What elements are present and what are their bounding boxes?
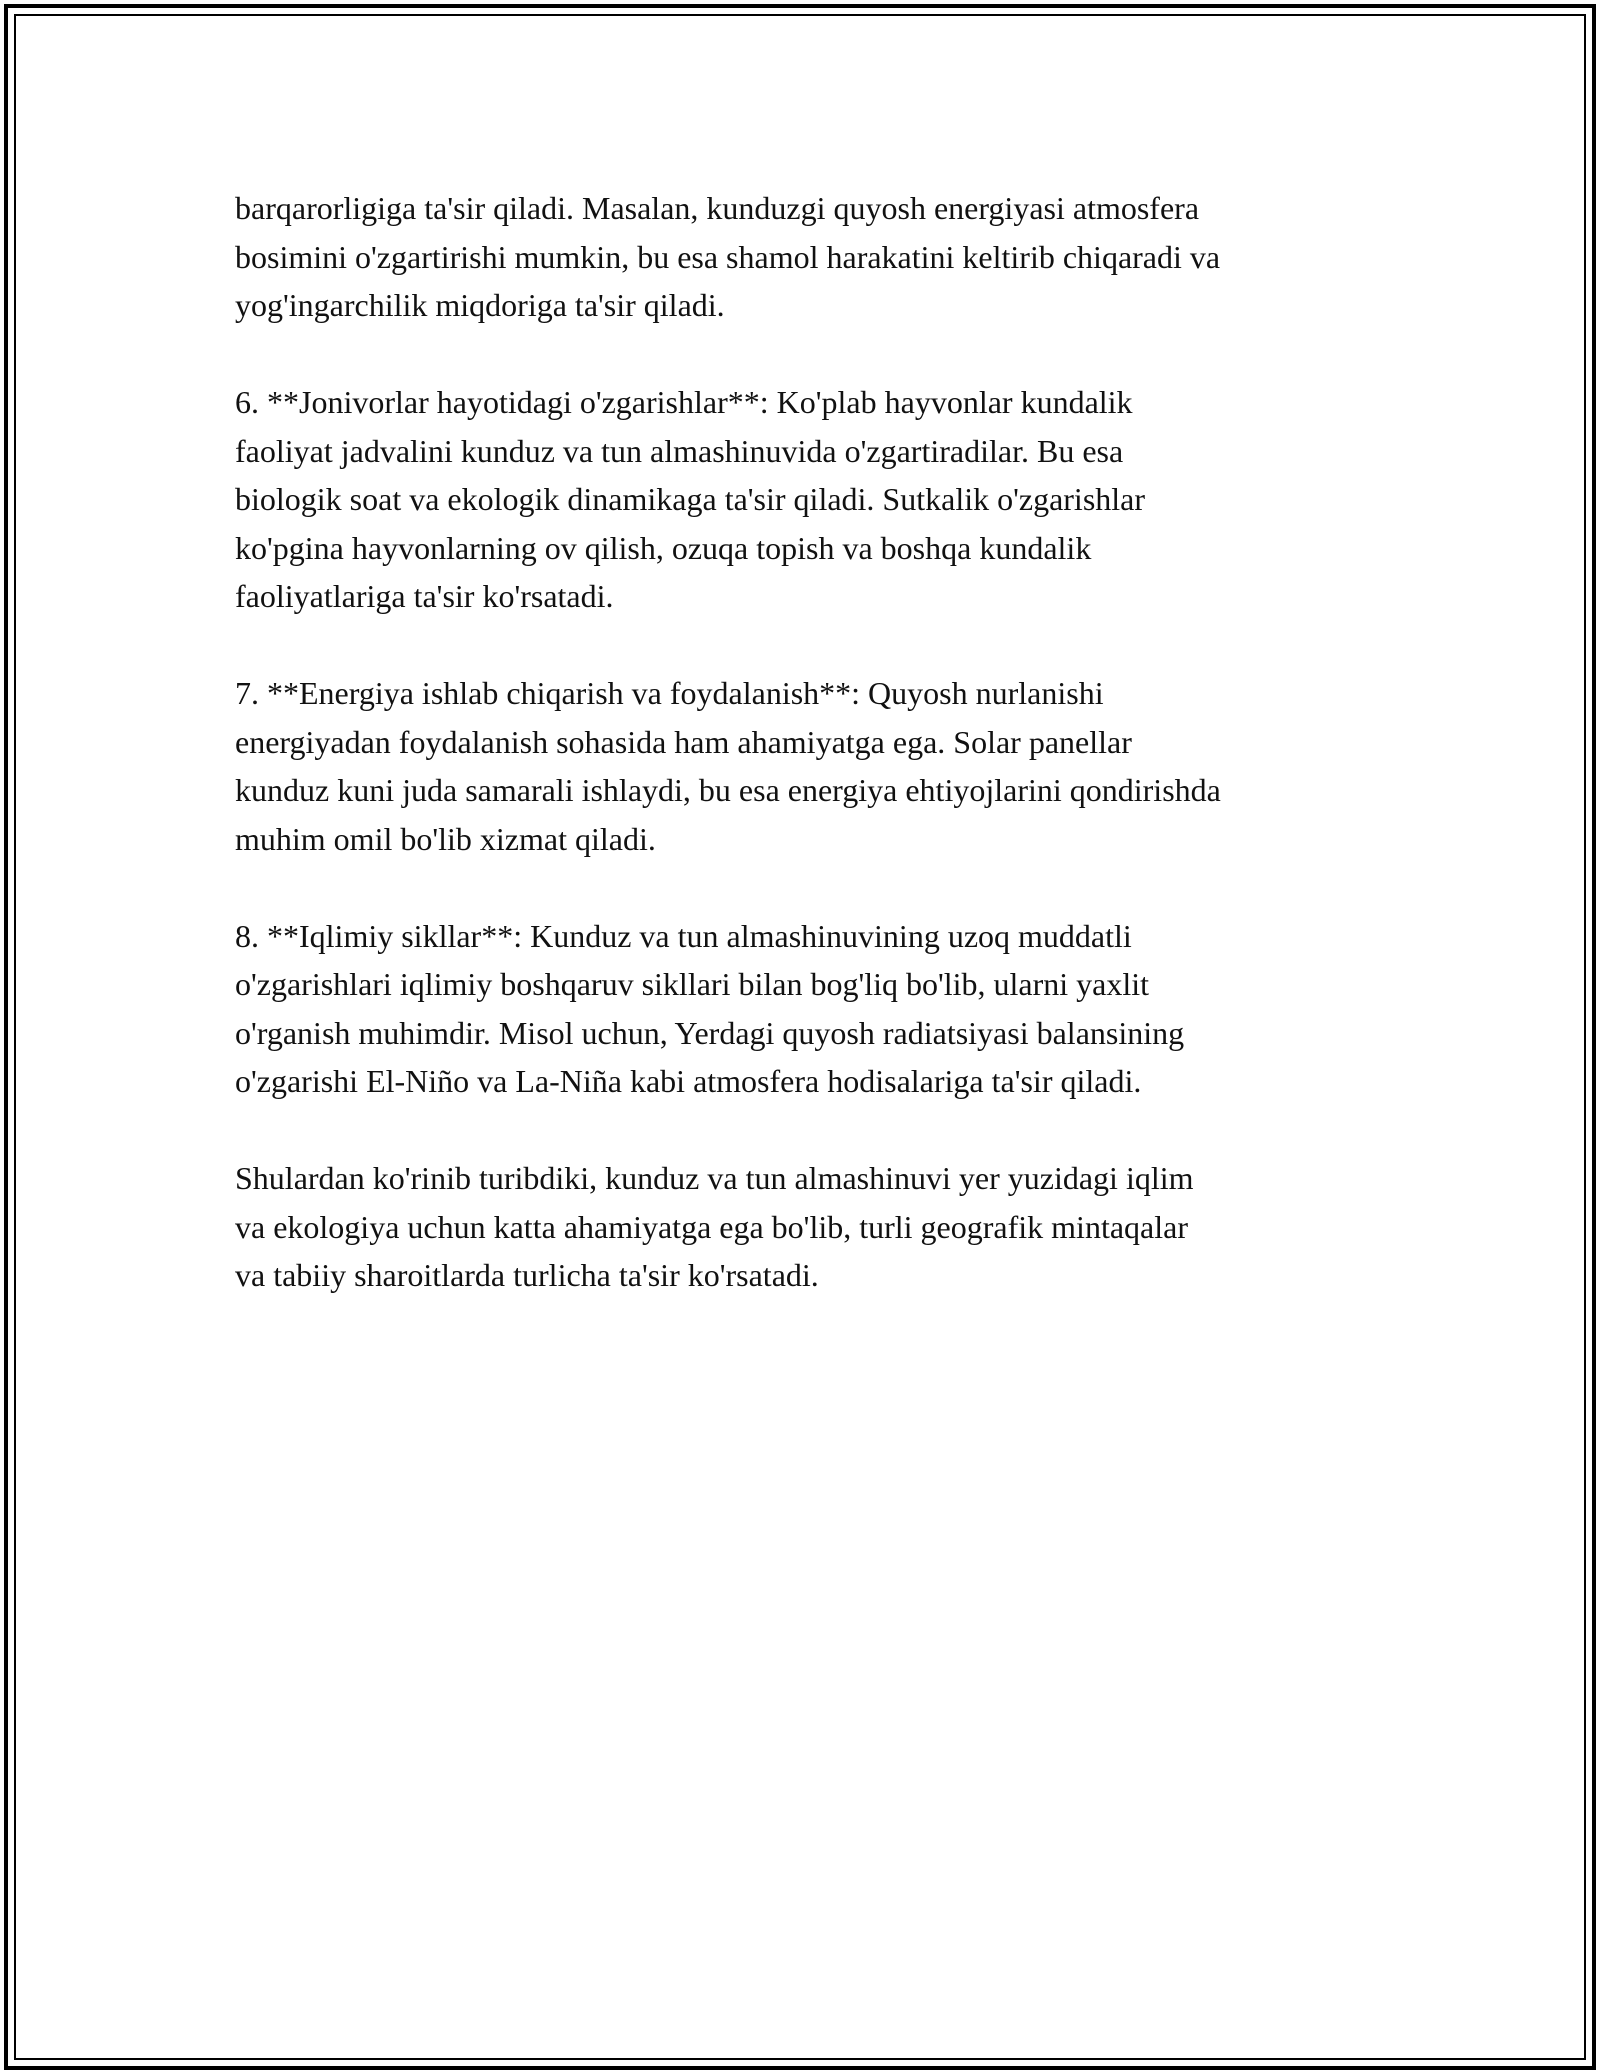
paragraph-continuation: barqarorligiga ta'sir qiladi. Masalan, kunduzgi quyosh energiyasi atmosfera bosimini o'zgartirishi mumkin, bu esa shamol harakatini keltirib chiqaradi va yog'ingarchilik miqdoriga ta'sir qiladi. <box>235 190 1221 323</box>
paragraph-item-7: 7. **Energiya ishlab chiqarish va foydalanish**: Quyosh nurlanishi energiyadan foydalanish sohasida ham ahamiyatga ega. Solar panellar kunduz kuni juda samarali ishlaydi, bu esa energiya ehtiyojlarini qondirishda muhim omil bo'lib xizmat qiladi. <box>235 675 1221 857</box>
paragraph-conclusion: Shulardan ko'rinib turibdiki, kunduz va tun almashinuvi yer yuzidagi iqlim va ekologiya uchun katta ahamiyatga ega bo'lib, turli geografik mintaqalar va tabiiy sharoitlarda turlicha ta'sir ko'rsatadi. <box>235 1160 1194 1293</box>
paragraph-item-6: 6. **Jonivorlar hayotidagi o'zgarishlar**: Ko'plab hayvonlar kundalik faoliyat jadvalini kunduz va tun almashinuvida o'zgartiradilar. Bu esa biologik soat va ekologik dinamikaga ta'sir qiladi. Sutkalik o'zgarishlar ko'pgina hayvonlarning ov qilish, ozuqa topish va boshqa kundalik faoliyatlariga ta'sir ko'rsatadi. <box>235 384 1146 614</box>
document-body <box>235 184 1395 1300</box>
paragraph-item-8: 8. **Iqlimiy sikllar**: Kunduz va tun almashinuvining uzoq muddatli o'zgarishlari iqlimiy boshqaruv sikllari bilan bog'liq bo'lib, ularni yaxlit o'rganish muhimdir. Misol uchun, Yerdagi quyosh radiatsiyasi balansining o'zgarishi El-Niño va La-Niña kabi atmosfera hodisalariga ta'sir qiladi. <box>235 917 1185 1099</box>
